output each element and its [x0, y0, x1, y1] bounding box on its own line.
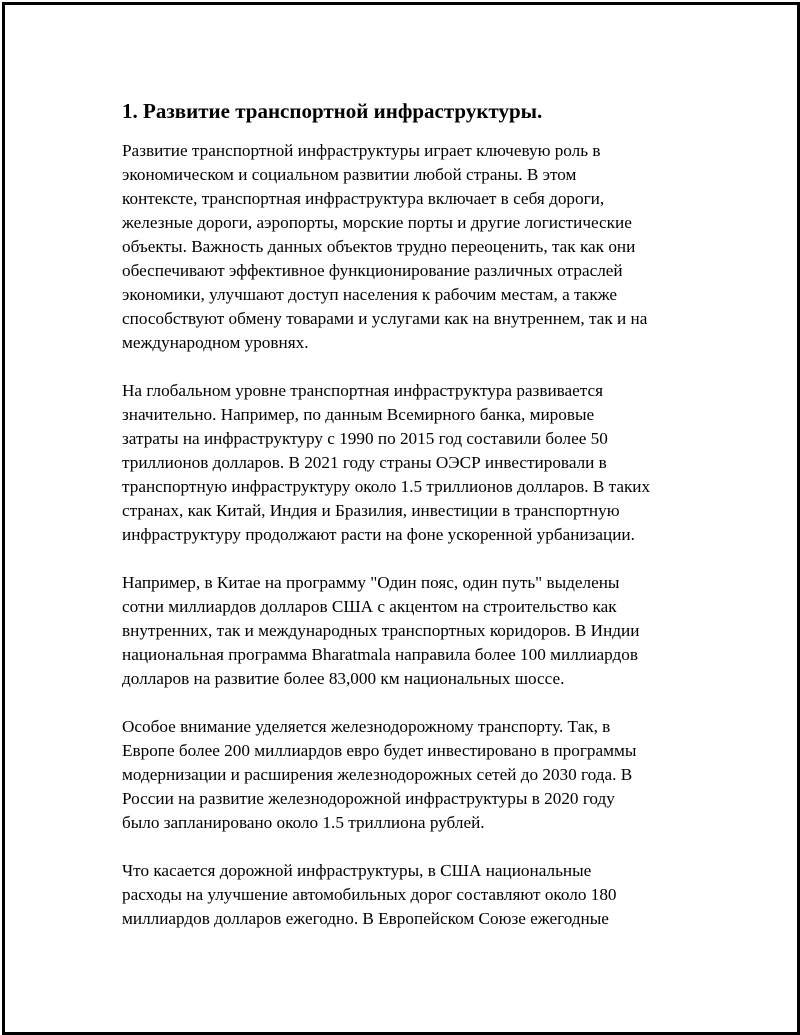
text-line: затраты на инфраструктуру с 1990 по 2015 год составили более 50: [122, 429, 608, 448]
document-body: [122, 95, 712, 955]
paragraph: [122, 859, 712, 931]
text-line: инфраструктуру продолжают расти на фоне ускоренной урбанизации.: [122, 525, 635, 544]
paragraph: [122, 379, 712, 547]
paragraph: [122, 715, 712, 835]
text-line: Особое внимание уделяется железнодорожному транспорту. Так, в: [122, 717, 611, 736]
text-line: модернизации и расширения железнодорожных сетей до 2030 года. В: [122, 765, 633, 784]
text-line: миллиардов долларов ежегодно. В Европейском Союзе ежегодные: [122, 909, 609, 928]
text-line: экономики, улучшают доступ населения к рабочим местам, а также: [122, 285, 617, 304]
text-line: способствуют обмену товарами и услугами как на внутреннем, так и на: [122, 309, 648, 328]
text-line: национальная программа Bharatmala направила более 100 миллиардов: [122, 645, 639, 664]
text-line: триллионов долларов. В 2021 году страны ОЭСР инвестировали в: [122, 453, 607, 472]
text-line: Развитие транспортной инфраструктуры играет ключевую роль в: [122, 141, 601, 160]
text-line: железные дороги, аэропорты, морские порты и другие логистические: [122, 213, 632, 232]
text-line: Например, в Китае на программу "Один пояс, один путь" выделены: [122, 573, 620, 592]
text-line: объекты. Важность данных объектов трудно переоценить, так как они: [122, 237, 636, 256]
text-line: долларов на развитие более 83,000 км национальных шоссе.: [122, 669, 565, 688]
text-line: внутренних, так и международных транспортных коридоров. В Индии: [122, 621, 640, 640]
page-frame: [2, 2, 800, 1035]
text-line: сотни миллиардов долларов США с акцентом на строительство как: [122, 597, 617, 616]
text-line: России на развитие железнодорожной инфраструктуры в 2020 году: [122, 789, 615, 808]
text-line: контексте, транспортная инфраструктура включает в себя дороги,: [122, 189, 605, 208]
text-line: Европе более 200 миллиардов евро будет инвестировано в программы: [122, 741, 637, 760]
paragraph: [122, 571, 712, 691]
text-line: значительно. Например, по данным Всемирного банка, мировые: [122, 405, 595, 424]
text-line: расходы на улучшение автомобильных дорог составляют около 180: [122, 885, 617, 904]
paragraph: [122, 139, 712, 355]
section-heading: 1. Развитие транспортной инфраструктуры.: [122, 99, 543, 123]
text-line: Что касается дорожной инфраструктуры, в США национальные: [122, 861, 592, 880]
text-line: экономическом и социальном развитии любой страны. В этом: [122, 165, 577, 184]
text-line: было запланировано около 1.5 триллиона рублей.: [122, 813, 485, 832]
text-line: странах, как Китай, Индия и Бразилия, инвестиции в транспортную: [122, 501, 620, 520]
text-line: транспортную инфраструктуру около 1.5 триллионов долларов. В таких: [122, 477, 651, 496]
text-line: На глобальном уровне транспортная инфраструктура развивается: [122, 381, 604, 400]
text-line: обеспечивают эффективное функционирование различных отраслей: [122, 261, 623, 280]
text-line: международном уровнях.: [122, 333, 309, 352]
